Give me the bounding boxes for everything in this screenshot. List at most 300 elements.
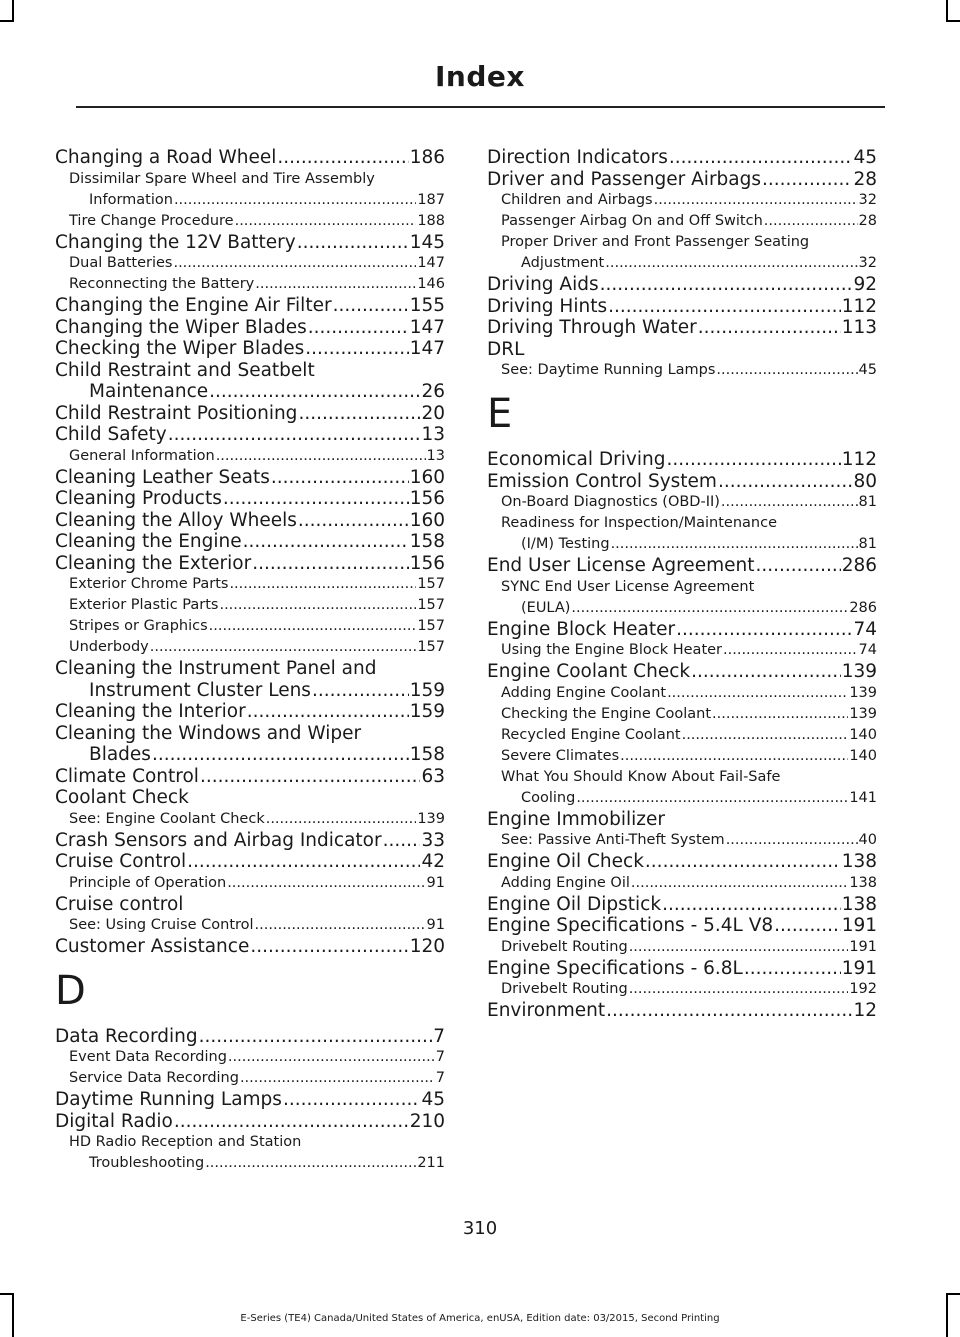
page-ref: 156 [409,488,445,509]
crop-mark [946,1293,960,1295]
page-ref: 157 [417,597,445,613]
index-subentry[interactable] [487,232,877,274]
index-entry[interactable] [55,766,445,788]
dot-leader [209,381,420,403]
index-term-first-line: Cleaning the Instrument Panel and [55,658,377,679]
page-ref: 26 [421,381,445,402]
dot-leader [645,851,841,873]
dot-leader [174,1111,409,1133]
index-subentry[interactable] [55,1047,445,1068]
index-entry[interactable] [487,915,877,937]
index-term: Changing the Wiper Blades [55,316,307,338]
page-ref: 74 [853,618,877,640]
dot-leader [762,169,852,191]
index-term-first-line: Dissimilar Spare Wheel and Tire Assembly [69,170,375,187]
index-entry[interactable] [55,1089,445,1111]
index-heading: Cruise control [55,893,184,915]
index-column-left [55,147,445,1174]
dot-leader [620,746,848,767]
index-term: Changing the Engine Air Filter [55,295,332,316]
page-ref: 91 [426,917,445,933]
index-term: Children and Airbags [501,192,653,208]
index-entry[interactable] [55,531,445,553]
page-ref: 160 [409,466,445,488]
index-entry[interactable] [55,851,445,873]
dot-leader [277,147,408,169]
index-term: Daytime Running Lamps [55,1089,282,1110]
dot-leader [571,598,848,619]
crop-mark [946,0,948,22]
index-entry[interactable] [487,661,877,683]
index-entry[interactable] [55,553,445,575]
page-ref: 187 [417,191,445,208]
dot-leader [629,979,849,1000]
page-ref: 138 [841,893,877,915]
dot-leader [606,1000,852,1022]
page-ref: 139 [841,661,877,682]
dot-leader [174,190,416,211]
page-ref: 157 [417,618,445,634]
page-ref: 120 [409,936,445,957]
page-ref: 33 [421,829,445,851]
index-entry[interactable] [55,403,445,425]
dot-leader [247,701,409,723]
index-term: End User License Agreement [487,555,755,576]
page-ref: 286 [849,599,877,616]
index-subentry[interactable] [487,873,877,894]
dot-leader [723,640,858,661]
index-subentry[interactable] [55,595,445,616]
section-letter: E [487,391,513,437]
dot-leader [200,766,421,788]
page-ref: 28 [853,168,877,190]
index-term: Climate Control [55,765,199,787]
index-entry[interactable] [487,471,877,493]
index-term: Cleaning the Exterior [55,552,252,574]
dot-leader [150,637,417,658]
index-entry[interactable] [487,169,877,191]
index-subentry[interactable] [55,616,445,637]
index-term: Drivebelt Routing [501,938,628,955]
dot-leader [629,937,849,958]
index-subentry[interactable] [55,873,445,894]
page-ref: 13 [426,447,445,464]
index-term: See: Engine Coolant Check [69,810,265,827]
index-term: (I/M) Testing [521,536,610,552]
index-term: Cleaning Leather Seats [55,466,270,488]
index-entry[interactable] [55,232,445,254]
page-ref: 192 [849,981,877,997]
dot-leader [308,317,409,339]
index-term: Driver and Passenger Airbags [487,168,762,190]
dot-leader [255,915,426,936]
page-ref: 191 [841,915,877,936]
dot-leader [312,680,409,702]
index-entry[interactable] [487,274,877,296]
dot-leader [229,574,416,595]
page-ref: 191 [849,938,877,955]
index-entry[interactable] [487,958,877,980]
index-entry[interactable] [55,723,445,766]
index-term: Child Restraint Positioning [55,402,298,424]
index-column-right [487,147,877,1022]
dot-leader [223,488,409,510]
index-term: (EULA) [521,599,571,616]
page-ref: 81 [858,536,877,552]
dot-leader [682,725,849,746]
page-ref: 159 [409,701,445,722]
index-subentry[interactable] [55,915,445,936]
page-ref: 81 [858,494,877,510]
page-ref: 139 [849,684,877,701]
dot-leader [219,595,416,616]
index-entry[interactable] [55,701,445,723]
index-term: Principle of Operation [69,874,227,891]
index-term: Driving Hints [487,295,608,317]
page-ref: 20 [421,402,445,424]
index-subentry[interactable] [487,190,877,211]
index-term: Instrument Cluster Lens [89,679,311,701]
index-term: Reconnecting the Battery [69,276,255,292]
dot-leader [764,211,858,232]
page-ref: 147 [409,316,445,338]
index-term-continuation[interactable] [69,190,445,211]
crop-mark [946,20,960,22]
index-entry[interactable] [55,317,445,339]
dot-leader [199,1026,433,1048]
index-subentry[interactable] [487,211,877,232]
dot-leader [676,619,852,641]
dot-leader [716,360,857,381]
index-subentry[interactable] [55,211,445,232]
page-ref: 286 [841,555,877,576]
dot-leader [235,211,417,232]
dot-leader [297,232,409,254]
section-letter: D [55,967,86,1014]
page-ref: 155 [409,295,445,316]
dot-leader [243,531,409,553]
dot-leader [228,1047,435,1068]
page-ref: 160 [409,509,445,531]
index-term: See: Using Cruise Control [69,917,254,933]
index-subentry[interactable] [487,492,877,513]
page-ref: 186 [409,147,445,168]
index-subentry[interactable] [487,704,877,725]
index-subentry[interactable] [487,360,877,381]
index-term: Engine Specifications - 5.4L V8 [487,915,774,936]
page-ref: 158 [409,531,445,552]
index-term: Adding Engine Oil [501,874,630,891]
index-subentry[interactable] [487,767,877,809]
page-ref: 40 [858,832,877,848]
page-ref: 140 [849,747,877,764]
index-term: Severe Climates [501,747,620,764]
index-entry[interactable] [487,1000,877,1022]
index-term: Passenger Airbag On and Off Switch [501,213,763,229]
page-ref: 138 [849,874,877,891]
dot-leader [298,510,409,532]
index-subentry[interactable] [55,1132,445,1174]
index-entry[interactable] [487,851,877,873]
index-term: Blades [89,744,151,765]
crop-mark [0,20,14,22]
dot-leader [383,830,421,852]
index-term: Exterior Plastic Parts [69,597,219,613]
index-term: Tire Change Procedure [69,212,234,229]
index-heading: Engine Immobilizer [487,808,665,830]
index-term: Data Recording [55,1025,198,1047]
index-term: Direction Indicators [487,147,668,168]
dot-leader [298,403,420,425]
index-entry[interactable] [55,147,445,169]
page-ref: 74 [858,642,877,658]
index-entry[interactable] [55,360,445,403]
page-ref: 140 [849,726,877,743]
page-ref: 32 [858,192,877,208]
index-subentry[interactable] [55,169,445,211]
index-entry[interactable] [487,296,877,318]
index-entry[interactable] [55,510,445,532]
index-term: Cruise Control [55,851,187,872]
dot-leader [608,296,841,318]
dot-leader [666,449,840,471]
index-entry[interactable] [55,424,445,446]
index-term: Information [89,191,173,208]
page-ref: 156 [409,552,445,574]
page-ref: 80 [853,470,877,492]
index-entry[interactable] [55,295,445,317]
dot-leader [227,873,425,894]
header-rule [76,106,885,108]
index-term: Crash Sensors and Airbag Indicator [55,829,382,851]
dot-leader [721,492,858,513]
index-term: Dual Batteries [69,255,173,271]
index-entry[interactable] [55,338,445,360]
dot-leader [168,424,421,446]
page-ref: 139 [849,705,877,722]
index-term-continuation[interactable] [501,598,877,619]
index-term-first-line: Proper Driver and Front Passenger Seating [501,234,810,250]
index-term-first-line: SYNC End User License Agreement [501,578,755,595]
index-entry[interactable] [487,147,877,169]
dot-leader [250,936,408,958]
page-title: Index [435,60,525,93]
index-heading: DRL [487,338,525,360]
dot-leader [283,1089,421,1111]
dot-leader [631,873,848,894]
index-entry[interactable] [487,619,877,641]
page-ref: 141 [849,789,877,806]
index-term-first-line: HD Radio Reception and Station [69,1134,302,1150]
page-ref: 147 [409,338,445,359]
page-ref: 45 [858,362,877,378]
page-ref: 7 [433,1025,445,1047]
index-term-continuation[interactable] [55,381,445,403]
page-ref: 113 [841,317,877,338]
index-entry[interactable] [55,936,445,958]
index-entry[interactable] [55,658,445,701]
page-ref: 139 [417,810,445,827]
index-term-first-line: What You Should Know About Fail-Safe [501,768,781,785]
page-ref: 210 [409,1110,445,1132]
index-term-continuation[interactable] [55,680,445,702]
index-term: Checking the Wiper Blades [55,338,305,359]
index-term: Driving Aids [487,274,599,295]
dot-leader [774,915,841,937]
index-subentry[interactable] [55,274,445,295]
page-ref: 138 [841,851,877,872]
dot-leader [255,274,416,295]
index-entry[interactable] [55,467,445,489]
page-ref: 112 [841,295,877,317]
page-ref: 12 [853,1000,877,1021]
index-subentry[interactable] [487,725,877,746]
dot-leader [209,616,417,637]
index-subentry[interactable] [55,446,445,467]
index-subentry[interactable] [487,937,877,958]
page-ref: 45 [853,147,877,168]
page-ref: 159 [409,679,445,701]
index-subentry[interactable] [487,830,877,851]
page-ref: 158 [409,744,445,765]
index-subentry[interactable] [487,513,877,555]
index-term: Engine Coolant Check [487,661,691,682]
page-ref: 147 [417,255,445,271]
index-term-first-line: Cleaning the Windows and Wiper [55,722,362,744]
dot-leader [305,338,408,360]
index-term: Emission Control System [487,470,717,492]
page-ref: 63 [421,765,445,787]
dot-leader [187,851,420,873]
index-term: Engine Oil Check [487,851,644,872]
dot-leader [266,809,417,830]
dot-leader [654,190,858,211]
index-term: Event Data Recording [69,1049,227,1065]
page-ref: 191 [841,957,877,979]
page-ref: 7 [435,1049,445,1065]
page-ref: 211 [417,1155,445,1171]
page-ref: 188 [417,212,445,229]
index-subentry[interactable] [55,253,445,274]
page-ref: 13 [421,424,445,445]
index-term: Adding Engine Coolant [501,684,667,701]
index-term: See: Passive Anti-Theft System [501,832,725,848]
index-entry[interactable] [55,488,445,510]
dot-leader [240,1068,435,1089]
index-term: Customer Assistance [55,936,250,957]
dot-leader [669,147,853,169]
index-term: Cleaning the Engine [55,531,242,552]
index-subentry[interactable] [487,577,877,619]
index-subentry[interactable] [487,979,877,1000]
page-ref: 146 [417,276,445,292]
index-subentry[interactable] [55,809,445,830]
page-ref: 91 [426,874,445,891]
index-term: Economical Driving [487,449,666,470]
page-ref: 32 [858,255,877,271]
index-term: Engine Specifications - 6.8L [487,957,743,979]
page-ref: 92 [853,274,877,295]
index-term: Service Data Recording [69,1070,239,1086]
dot-leader [744,958,841,980]
page-ref: 42 [421,851,445,872]
index-term: See: Daytime Running Lamps [501,362,716,378]
page-ref: 157 [417,639,445,655]
index-term: General Information [69,447,215,464]
index-subentry[interactable] [55,574,445,595]
index-entry[interactable] [487,894,877,916]
dot-leader [755,555,840,577]
index-term: Digital Radio [55,1110,173,1132]
dot-leader [662,894,841,916]
page-ref: 45 [421,1089,445,1110]
index-entry[interactable] [55,1026,445,1048]
index-entry[interactable] [487,555,877,577]
crop-mark [12,0,14,22]
dot-leader [271,467,409,489]
index-term: Using the Engine Block Heater [501,642,723,658]
dot-leader [173,253,416,274]
dot-leader [611,534,858,555]
index-term: Cleaning the Alloy Wheels [55,509,297,531]
footer-text: E-Series (TE4) Canada/United States of America, enUSA, Edition date: 03/2015, Second Printing [240,1313,720,1324]
dot-leader [691,661,841,683]
index-term: Changing the 12V Battery [55,231,296,253]
index-entry[interactable] [487,317,877,339]
index-term-first-line: Readiness for Inspection/Maintenance [501,515,777,531]
page-ref: 112 [841,449,877,470]
index-term-continuation[interactable] [501,534,877,555]
index-subentry[interactable] [55,637,445,658]
index-subentry[interactable] [487,640,877,661]
index-entry[interactable] [55,830,445,852]
dot-leader [698,317,841,339]
dot-leader [252,553,409,575]
index-entry[interactable] [55,1111,445,1133]
index-term-continuation[interactable] [501,253,877,274]
dot-leader [605,253,857,274]
page-ref: 157 [417,576,445,592]
index-entry[interactable] [487,449,877,471]
index-term-continuation[interactable] [501,788,877,809]
dot-leader [712,704,848,725]
dot-leader [216,446,426,467]
index-term: Adjustment [521,255,605,271]
dot-leader [333,295,409,317]
dot-leader [726,830,858,851]
crop-mark [0,1293,14,1295]
index-term-first-line: Child Restraint and Seatbelt [55,359,315,381]
index-term: On-Board Diagnostics (OBD-II) [501,494,720,510]
index-term-continuation[interactable] [55,744,445,766]
index-term: Maintenance [89,381,209,402]
dot-leader [718,471,853,493]
index-term: Engine Block Heater [487,618,676,640]
index-subentry[interactable] [487,683,877,704]
index-term-continuation[interactable] [69,1153,445,1174]
page-ref: 7 [435,1070,445,1086]
index-term: Checking the Engine Coolant [501,705,712,722]
index-term: Engine Oil Dipstick [487,893,662,915]
index-term: Child Safety [55,424,167,445]
index-subentry[interactable] [487,746,877,767]
page-ref: 145 [409,231,445,253]
index-subentry[interactable] [55,1068,445,1089]
index-term: Stripes or Graphics [69,618,208,634]
index-term: Exterior Chrome Parts [69,576,229,592]
index-term: Drivebelt Routing [501,981,628,997]
index-term: Underbody [69,639,149,655]
